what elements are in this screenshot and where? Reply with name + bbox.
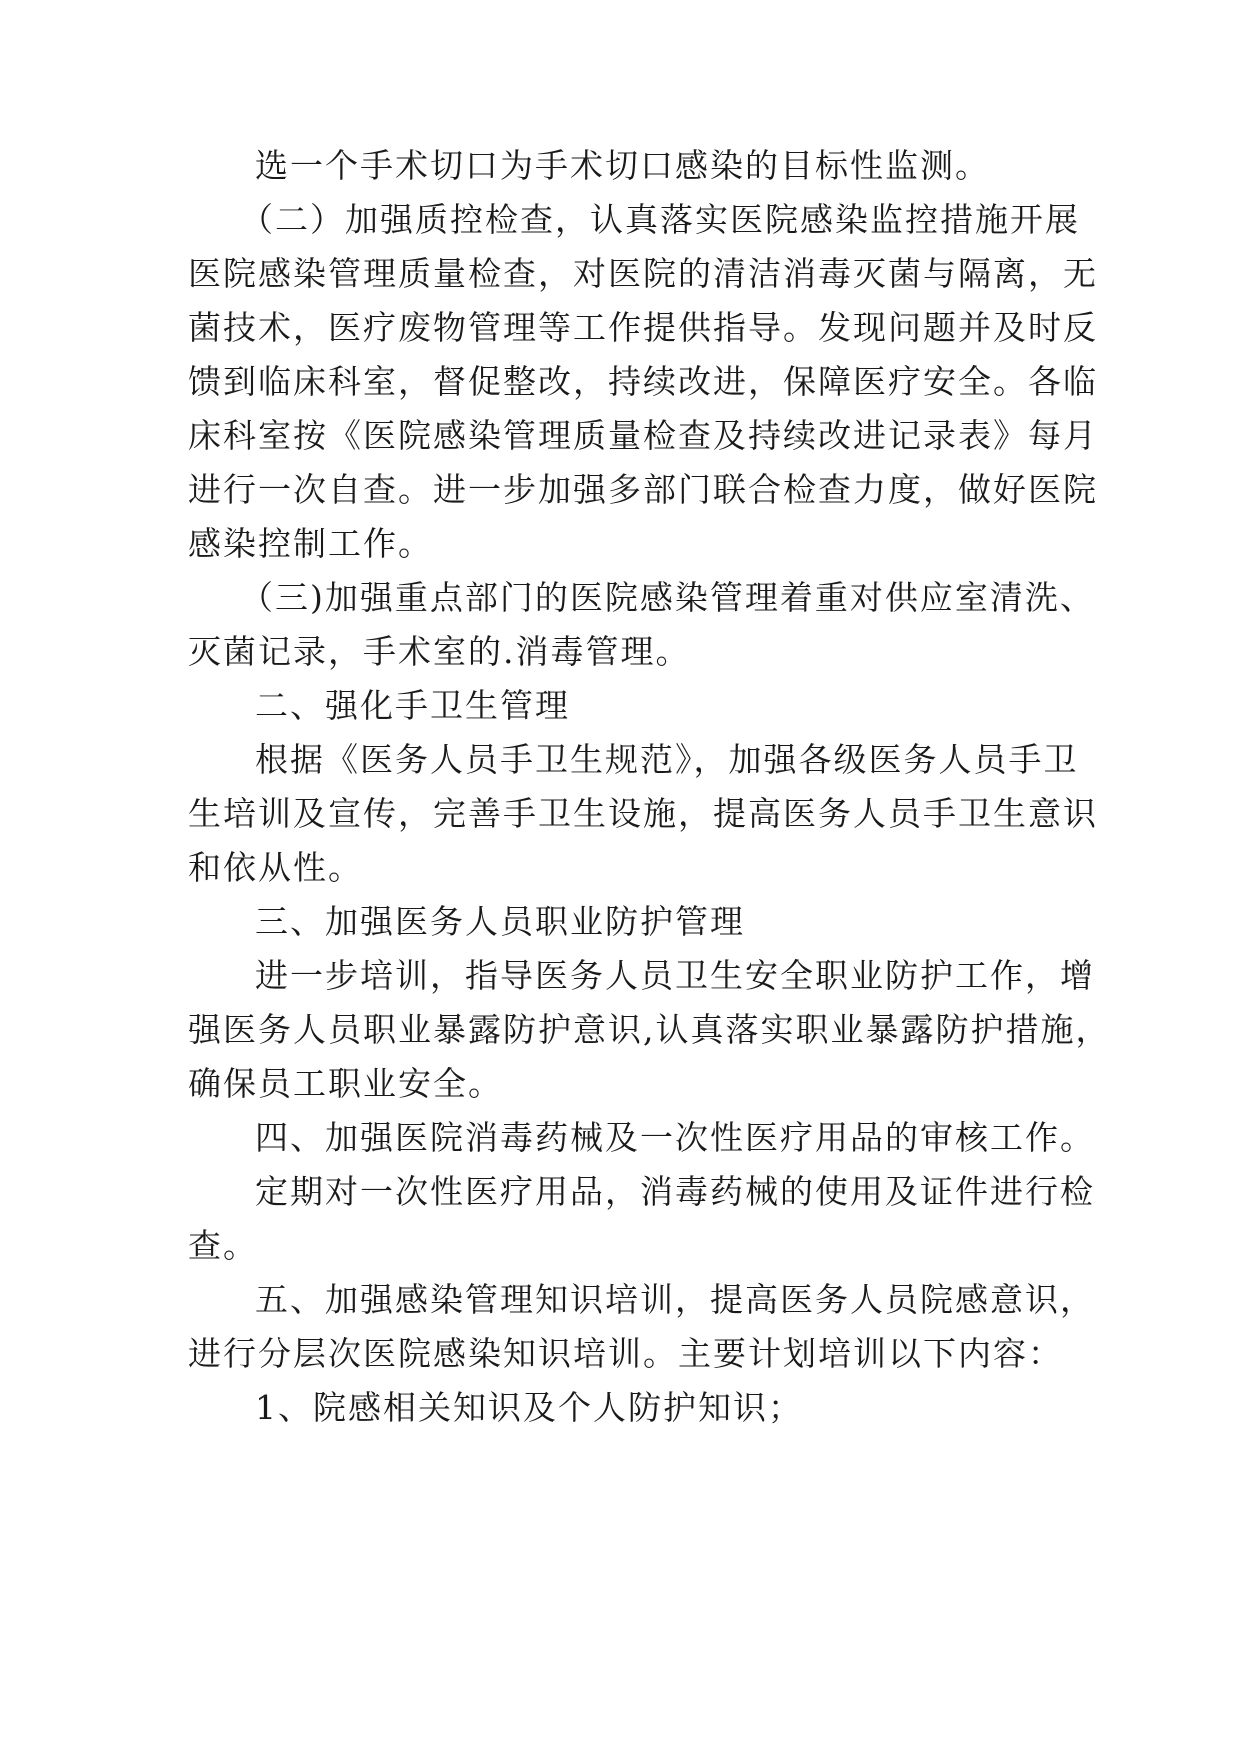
text-line: 进行分层次医院感染知识培训。主要计划培训以下内容：: [188, 1334, 1063, 1373]
text-line: 菌技术，医疗废物管理等工作提供指导。发现问题并及时反: [188, 308, 1098, 347]
text-line: 感染控制工作。: [188, 524, 433, 563]
section-heading: 二、强化手卫生管理: [255, 686, 570, 725]
section-heading: （三)加强重点部门的医院感染管理着重对供应室清洗、: [240, 578, 1095, 617]
text-line: 馈到临床科室，督促整改，持续改进，保障医疗安全。各临: [188, 362, 1098, 401]
text-line: 进一步培训，指导医务人员卫生安全职业防护工作，增: [255, 956, 1095, 995]
text-line: 床科室按《医院感染管理质量检查及持续改进记录表》每月: [188, 416, 1098, 455]
section-heading: 三、加强医务人员职业防护管理: [255, 902, 745, 941]
section-heading: 四、加强医院消毒药械及一次性医疗用品的审核工作。: [255, 1118, 1095, 1157]
section-heading: 五、加强感染管理知识培训，提高医务人员院感意识，: [255, 1280, 1095, 1319]
text-line: 强医务人员职业暴露防护意识,认真落实职业暴露防护措施，: [188, 1010, 1111, 1049]
text-line: 根据《医务人员手卫生规范》，加强各级医务人员手卫: [255, 740, 1079, 779]
text-line: 医院感染管理质量检查，对医院的清洁消毒灭菌与隔离，无: [188, 254, 1098, 293]
text-line: 定期对一次性医疗用品，消毒药械的使用及证件进行检: [255, 1172, 1095, 1211]
list-item: 1、院感相关知识及个人防护知识；: [255, 1388, 803, 1427]
text-line: 生培训及宣传，完善手卫生设施，提高医务人员手卫生意识: [188, 794, 1098, 833]
text-line: 进行一次自查。进一步加强多部门联合检查力度，做好医院: [188, 470, 1098, 509]
text-line: 选一个手术切口为手术切口感染的目标性监测。: [255, 146, 990, 185]
text-line: 查。: [188, 1226, 258, 1265]
section-heading: （二）加强质控检查，认真落实医院感染监控措施开展: [240, 200, 1080, 239]
text-line: 确保员工职业安全。: [188, 1064, 503, 1103]
text-line: 和依从性。: [188, 848, 363, 887]
text-line: 灭菌记录，手术室的.消毒管理。: [188, 632, 691, 671]
